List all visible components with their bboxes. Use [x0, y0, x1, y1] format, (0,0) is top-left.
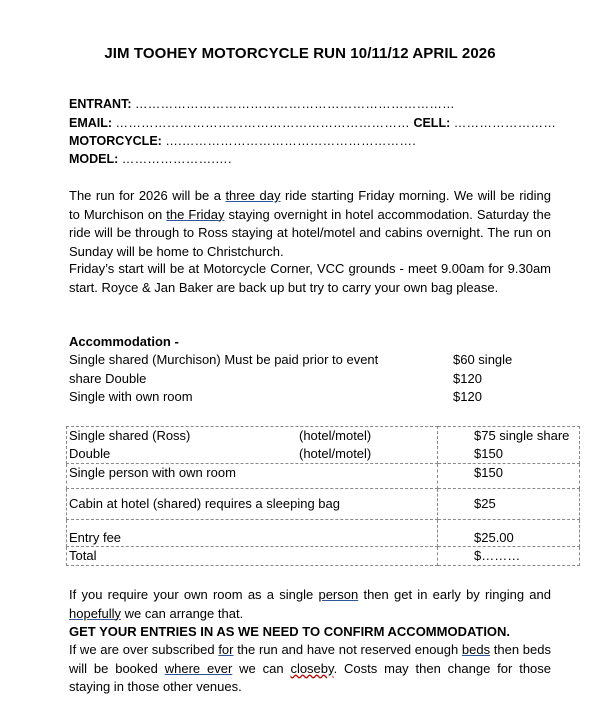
intro-paragraph-1: The run for 2026 will be a three day ride starting Friday morning. We will be riding to Murchison on the Friday staying overnight in hotel accommodation. Saturday the ride will be through to Ross staying at hotel/motel and cabins overnight. The run on Sunday will be home to Christchurch.	[69, 188, 551, 259]
accommodation-heading: Accommodation -	[69, 334, 179, 349]
model-label: MODEL:	[69, 152, 119, 166]
table-row	[67, 547, 580, 566]
cell-label: CELL:	[413, 116, 451, 130]
table-cell: $………	[438, 547, 580, 566]
email-field[interactable]	[69, 116, 556, 130]
intro-paragraph-2: Friday’s start will be at Motorcycle Corner, VCC grounds - meet 9.00am for 9.30am start. Royce & Jan Baker are back up but try to carry your own bag please.	[69, 261, 551, 295]
pricing-table	[66, 426, 580, 566]
cell-dots: ……………………	[453, 116, 557, 130]
footer-paragraph-2: If we are over subscribed for the run and have not reserved enough beds then beds will be booked where ever we can closeby. Costs may then change for those staying in those other venues.	[69, 642, 552, 694]
table-cell: $150	[438, 464, 580, 489]
motorcycle-dots: ….……………………………………………….	[165, 134, 417, 148]
entrant-label: ENTRANT:	[69, 97, 132, 111]
motorcycle-label: MOTORCYCLE:	[69, 134, 162, 148]
table-cell: Single shared (Ross) (hotel/motel) Double (hotel/motel)	[67, 427, 438, 464]
table-cell: Total	[67, 547, 438, 566]
table-row	[67, 489, 580, 520]
table-cell: Cabin at hotel (shared) requires a sleeping bag	[67, 489, 438, 520]
entrant-dots: …………………………………………………………………	[134, 97, 455, 111]
table-cell: $75 single share $150	[438, 427, 580, 464]
model-dots: ………………….….	[121, 152, 232, 166]
footer-paragraph-1: If you require your own room as a single person then get in early by ringing and hopefully we can arrange that.	[69, 587, 551, 621]
motorcycle-field[interactable]	[69, 134, 416, 148]
model-field[interactable]	[69, 152, 232, 166]
entrant-field[interactable]	[69, 97, 455, 111]
table-cell: Entry fee	[67, 520, 438, 547]
table-row	[67, 464, 580, 489]
table-row	[67, 520, 580, 547]
table-cell: Single person with own room	[67, 464, 438, 489]
table-row	[67, 427, 580, 464]
email-label: EMAIL:	[69, 116, 113, 130]
footer-notice: GET YOUR ENTRIES IN AS WE NEED TO CONFIRM ACCOMMODATION.	[69, 624, 511, 639]
page-title: JIM TOOHEY MOTORCYCLE RUN 10/11/12 APRIL 2026	[104, 45, 496, 62]
table-cell: $25.00	[438, 520, 580, 547]
table-cell: $25	[438, 489, 580, 520]
email-dots: ……………………………………………………………	[115, 116, 410, 130]
